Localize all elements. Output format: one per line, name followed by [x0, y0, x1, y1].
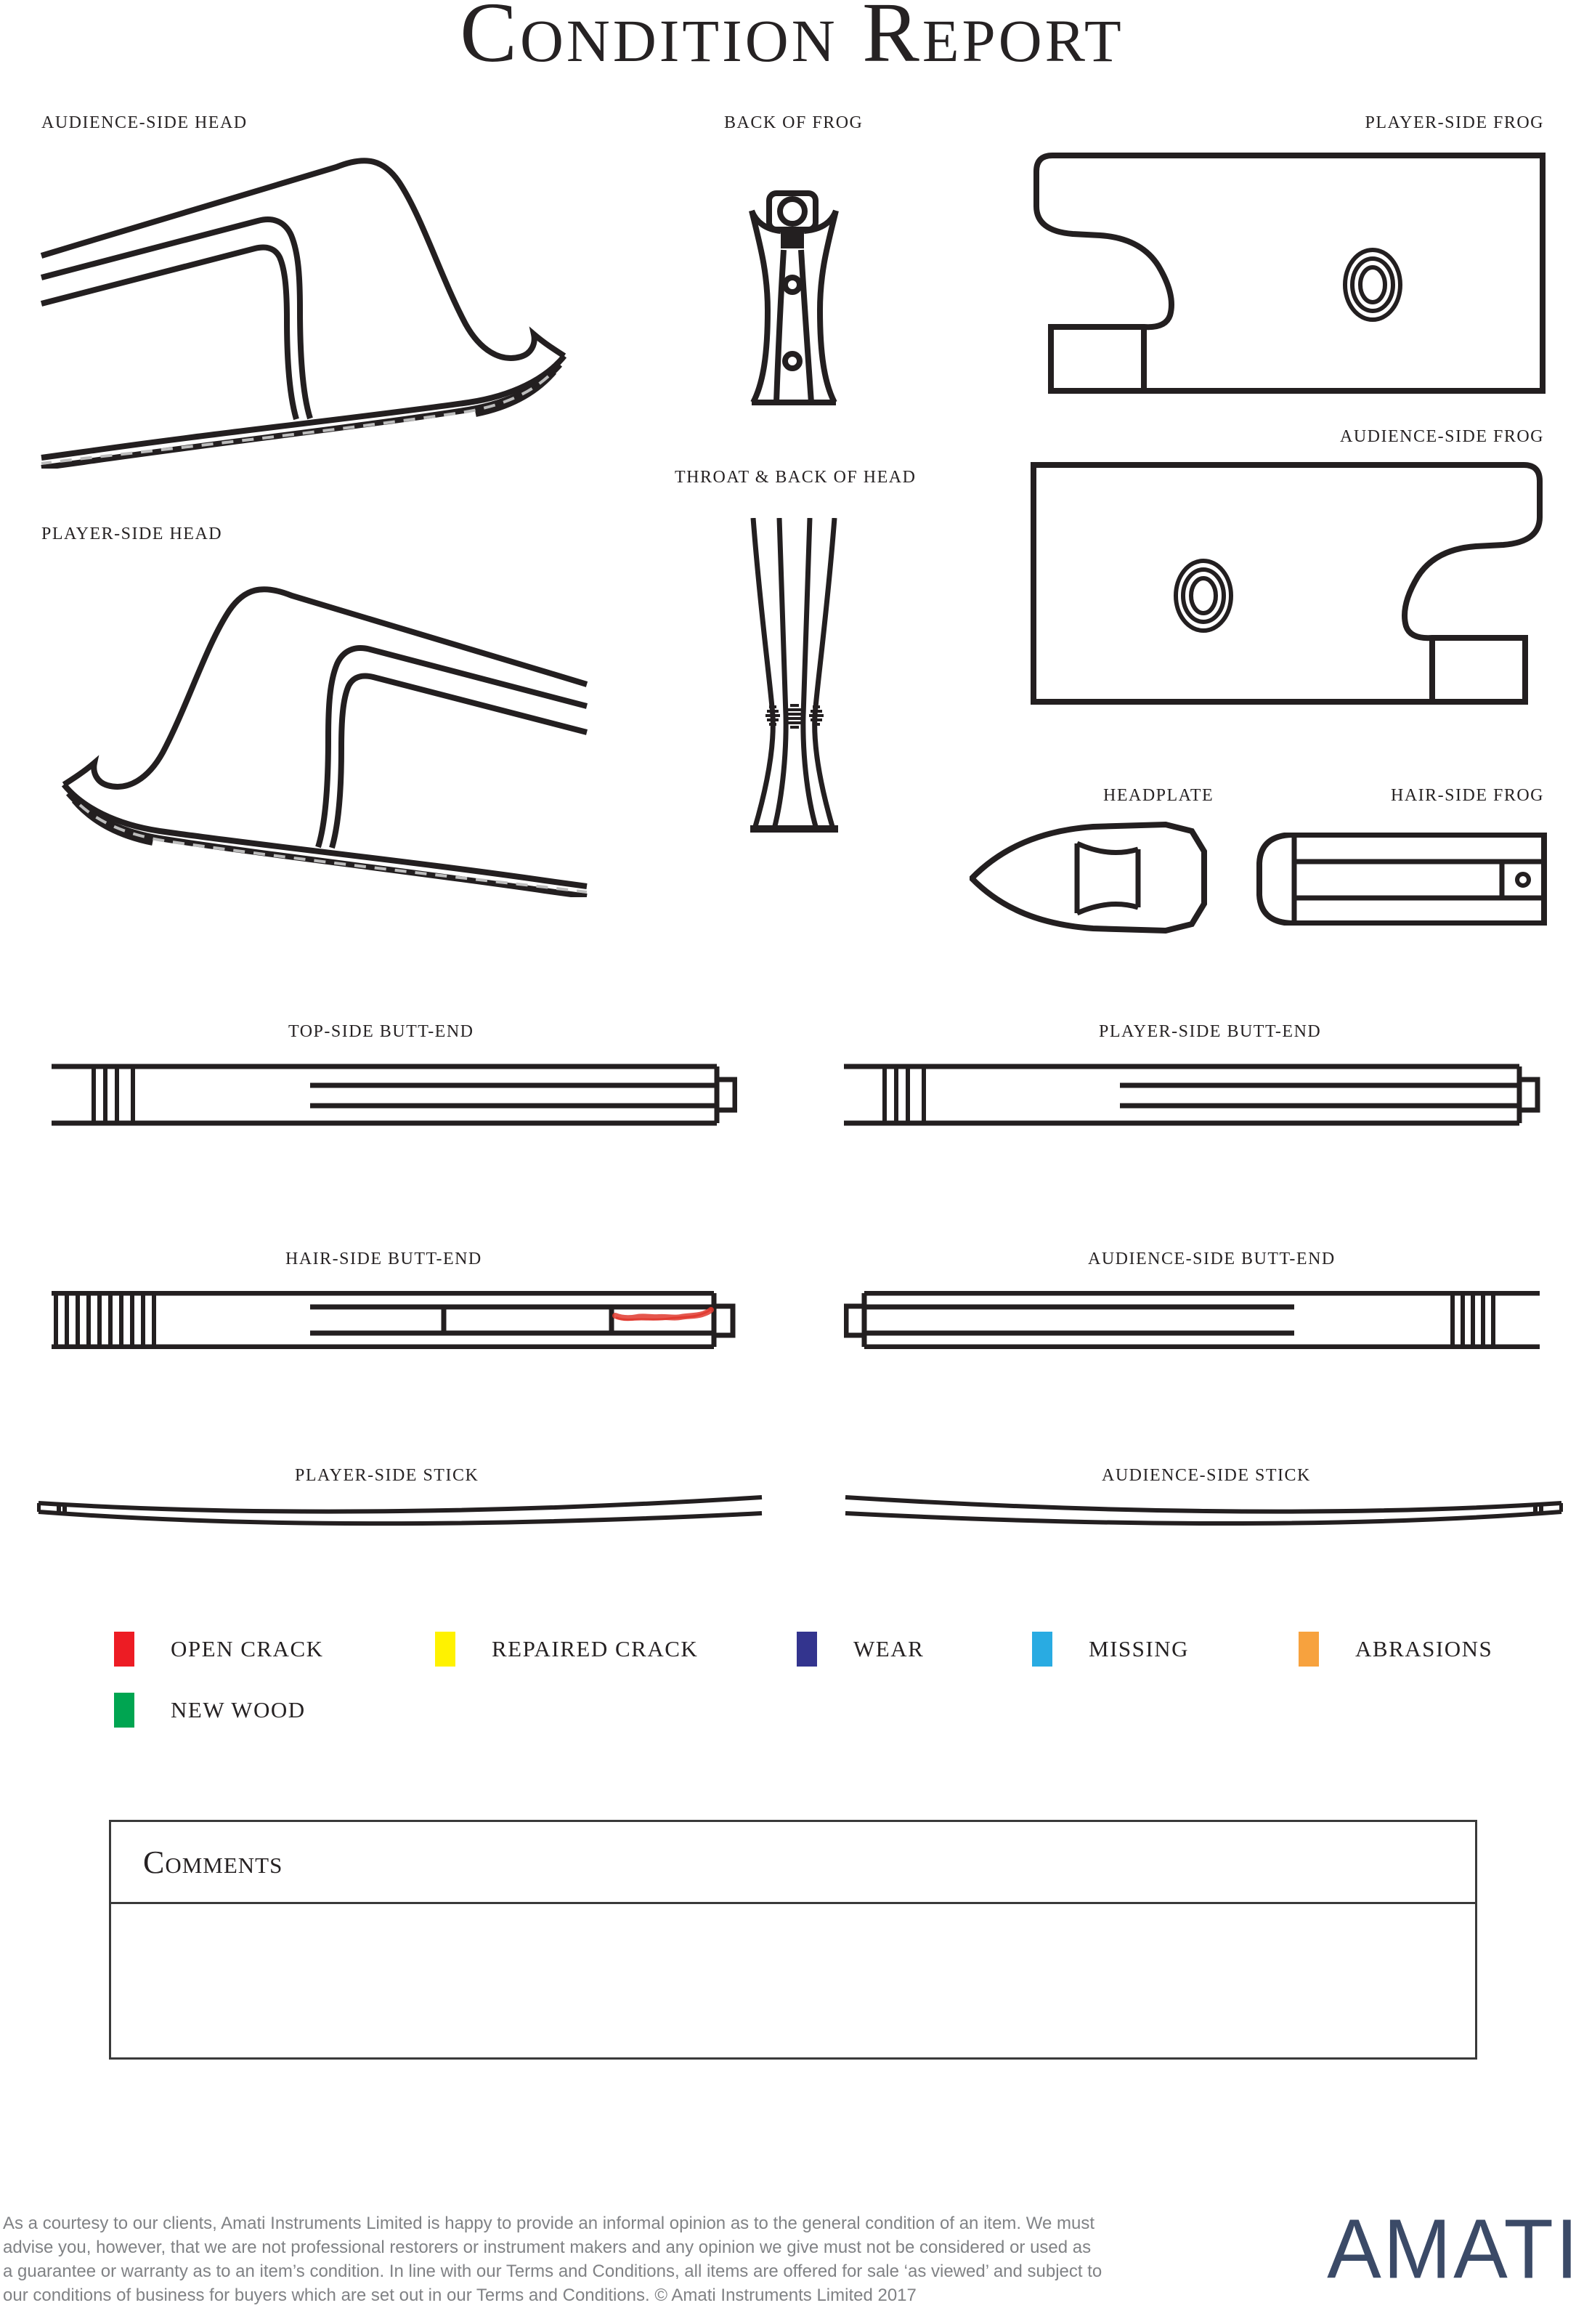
repaired-crack-swatch	[435, 1632, 455, 1667]
comments-header	[111, 1822, 1475, 1904]
mortise-bottom-edge	[1077, 904, 1138, 914]
page-title: Condition Report	[460, 0, 1124, 80]
swatch-rect	[797, 1632, 817, 1667]
disclaimer-line: a guarantee or warranty as to an item’s condition. In line with our Terms and Conditions, all items are offered for sale ‘as viewed’ and subject to	[3, 2262, 1102, 2281]
audience-side-frog-drawing	[1028, 459, 1546, 708]
missing-swatch	[1032, 1632, 1052, 1667]
inner-left-line	[774, 518, 786, 829]
audience-side-head-drawing	[40, 145, 585, 469]
hair-side-frog-drawing	[1255, 833, 1547, 926]
comments-heading: Comments	[143, 1844, 283, 1880]
right-inner-line	[801, 250, 811, 402]
legend-item-missing	[1032, 1632, 1189, 1667]
audience-side-stick-drawing	[844, 1493, 1563, 1531]
stick-top-line	[38, 1497, 762, 1512]
stick-bottom-line	[845, 1512, 1561, 1523]
winding-lines	[1453, 1293, 1493, 1347]
upper-pin	[785, 278, 800, 292]
legend-item-open-crack	[114, 1632, 324, 1667]
outer-left-edge	[753, 518, 773, 829]
disclaimer-line: our conditions of business for buyers which are set out in our Terms and Conditions. © Amati Instruments Limited 2017	[3, 2285, 917, 2305]
label-player-side-head: PLAYER-SIDE HEAD	[41, 525, 223, 543]
back-of-frog-drawing	[743, 190, 845, 408]
label-player-side-frog: PLAYER-SIDE FROG	[1365, 113, 1544, 132]
label-hair-side-butt-end: HAIR-SIDE BUTT-END	[285, 1250, 482, 1268]
label-throat-back-of-head: THROAT & BACK OF HEAD	[675, 468, 917, 487]
disclaimer-line: As a courtesy to our clients, Amati Instruments Limited is happy to provide an informal opinion as to the general condition of an item. We must	[3, 2214, 1094, 2233]
mortise-top-edge	[1077, 843, 1138, 853]
inner-lines	[310, 1085, 717, 1106]
label-audience-side-stick: AUDIENCE-SIDE STICK	[1102, 1466, 1311, 1485]
legend-label: OPEN CRACK	[171, 1636, 324, 1661]
comments-body[interactable]	[111, 1904, 1475, 2057]
frog-outline	[1033, 465, 1540, 702]
button-eye	[780, 199, 805, 224]
label-audience-side-frog: AUDIENCE-SIDE FROG	[1340, 427, 1544, 446]
label-player-side-stick: PLAYER-SIDE STICK	[295, 1466, 479, 1485]
hair-centerline	[41, 376, 548, 463]
bar-outline	[52, 1293, 714, 1347]
bar-outline	[864, 1293, 1540, 1347]
lower-pin	[785, 354, 800, 368]
button	[1519, 1080, 1538, 1110]
inner-right-line	[803, 518, 816, 829]
swatch-rect	[114, 1632, 134, 1667]
frog-outline	[1036, 155, 1543, 391]
swatch-rect	[1299, 1632, 1319, 1667]
label-player-side-butt-end: PLAYER-SIDE BUTT-END	[1099, 1022, 1322, 1041]
player-side-frog-drawing	[1031, 150, 1548, 397]
throat-back-of-head-drawing	[744, 518, 844, 835]
stick-top-line	[845, 1497, 1561, 1512]
footer-disclaimer	[3, 2211, 1165, 2307]
inner-lines	[1120, 1085, 1519, 1106]
left-side	[752, 211, 768, 402]
label-audience-side-head: AUDIENCE-SIDE HEAD	[41, 113, 248, 132]
winding-lines	[56, 1293, 154, 1347]
button	[714, 1306, 733, 1335]
plate-outline	[972, 825, 1204, 931]
throat-inner-line	[41, 248, 296, 420]
right-side	[820, 211, 836, 402]
eye-inner	[1360, 267, 1385, 302]
new-wood-swatch	[114, 1693, 134, 1728]
winding-lines	[885, 1066, 924, 1123]
swatch-rect	[1032, 1632, 1052, 1667]
wear-swatch	[797, 1632, 817, 1667]
legend-item-repaired-crack	[435, 1632, 698, 1667]
button	[717, 1080, 735, 1110]
swatch-rect	[435, 1632, 455, 1667]
channel-dividers	[444, 1307, 612, 1333]
screw-collar	[781, 228, 804, 248]
legend-label: MISSING	[1089, 1636, 1189, 1661]
player-side-butt-end-drawing	[844, 1064, 1541, 1126]
open-crack-annotation	[615, 1310, 711, 1318]
left-inner-line	[776, 250, 784, 402]
winding-lines	[94, 1066, 133, 1123]
top-side-butt-end-drawing	[52, 1064, 737, 1126]
label-headplate: HEADPLATE	[1103, 786, 1214, 805]
label-back-of-frog: BACK OF FROG	[724, 113, 864, 132]
bar-outline	[844, 1066, 1519, 1123]
legend-item-wear	[797, 1632, 924, 1667]
legend-label: REPAIRED CRACK	[492, 1636, 699, 1661]
throat-inner-line	[332, 676, 587, 849]
label-audience-side-butt-end: AUDIENCE-SIDE BUTT-END	[1088, 1250, 1336, 1268]
label-top-side-butt-end: TOP-SIDE BUTT-END	[288, 1022, 474, 1041]
hair-centerline	[80, 805, 587, 892]
player-side-stick-drawing	[37, 1493, 763, 1531]
legend-label: NEW WOOD	[171, 1697, 306, 1722]
legend-label: WEAR	[853, 1636, 925, 1661]
audience-side-butt-end-drawing	[844, 1291, 1541, 1349]
legend-item-new-wood	[114, 1693, 306, 1728]
bar-outline	[52, 1066, 717, 1123]
disclaimer-line: advise you, however, that we are not professional restorers or instrument makers and any opinion we give must not be considered or used as	[3, 2238, 1092, 2257]
headplate-drawing	[970, 822, 1209, 934]
label-hair-side-frog: HAIR-SIDE FROG	[1390, 786, 1544, 805]
inner-lines	[864, 1307, 1294, 1333]
comments-box	[109, 1820, 1477, 2060]
eye-inner	[1191, 578, 1216, 613]
swatch-rect	[114, 1693, 134, 1728]
legend-label: ABRASIONS	[1355, 1636, 1493, 1661]
legend-item-abrasions	[1299, 1632, 1492, 1667]
player-side-head-drawing	[44, 574, 588, 897]
button	[846, 1306, 864, 1335]
hair-side-butt-end-drawing	[52, 1291, 737, 1349]
amati-logo: AMATI	[1327, 2201, 1580, 2296]
outer-right-edge	[815, 518, 834, 829]
abrasions-swatch	[1299, 1632, 1319, 1667]
stick-bottom-line	[38, 1512, 762, 1523]
open-crack-swatch	[114, 1632, 134, 1667]
screw-eye	[1517, 874, 1529, 886]
